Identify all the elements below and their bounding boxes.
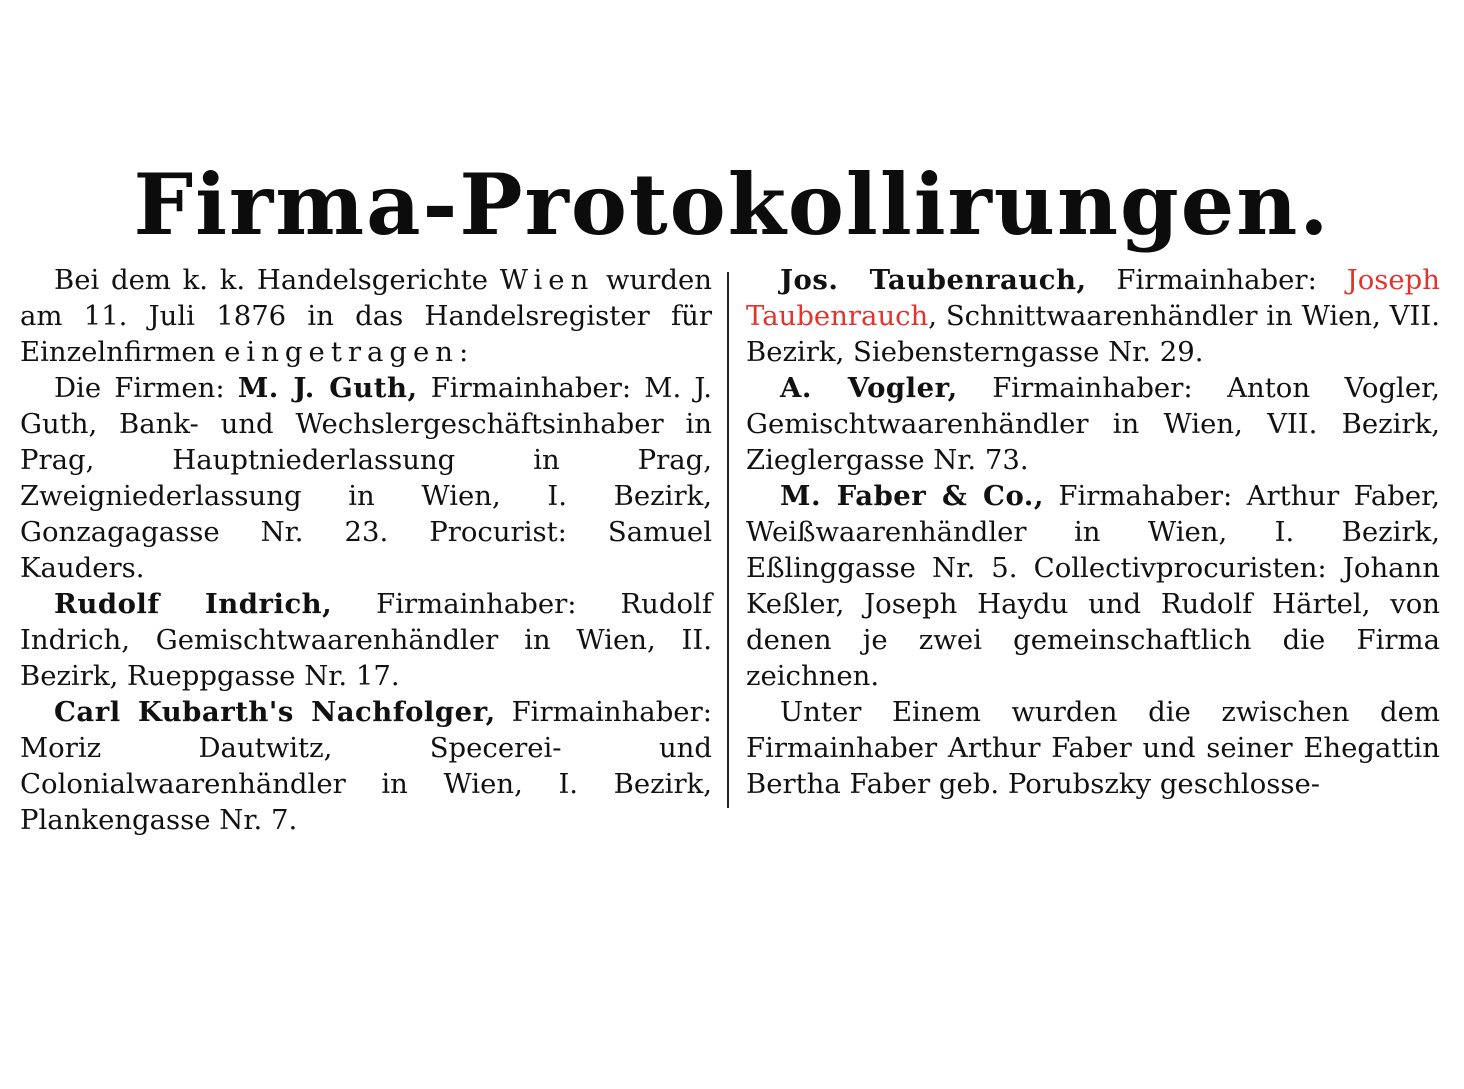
entry-vogler-text: Firmainhaber: Anton Vogler, Gemischtwaarenhändler in Wien, VII. Bezirk, Zieglergasse Nr. 73. [746,372,1440,476]
left-column [20,262,712,838]
intro-city: Wien [499,264,595,296]
entry-indrich [20,586,712,694]
entry-vogler [746,370,1440,478]
intro-spaced-word: eingetragen: [224,336,475,368]
firm-name-kubarth: Carl Kubarth's Nachfolger, [54,696,496,728]
entry-kubarth [20,694,712,838]
entry-kubarth-text: Firmainhaber: Moriz Dautwitz, Specerei- und Colonialwaarenhändler in Wien, I. Bezirk, Plankengasse Nr. 7. [20,696,712,836]
paragraph-unter-einem: Unter Einem wurden die zwischen dem Firmainhaber Arthur Faber und seiner Ehegattin Bertha Faber geb. Porubszky geschlosse- [746,696,1440,800]
entry-faber-text: Firmahaber: Arthur Faber, Weißwaarenhändler in Wien, I. Bezirk, Eßlinggasse Nr. 5. Collectivprocuristen: Johann Keßler, Joseph Haydu und Rudolf Härtel, von denen je zwei gemeinschaftlich die Firma zeichnen. [746,480,1441,692]
firm-name-vogler: A. Vogler, [780,372,958,404]
entry-taubenrauch-text: , Schnittwaarenhändler in Wien, VII. Bezirk, Siebensterngasse Nr. 29. [746,300,1440,368]
firm-name-indrich: Rudolf Indrich, [54,588,333,620]
firm-name-guth: M. J. Guth, [237,372,418,404]
intro-text-a: Bei dem k. k. Handelsgerichte [54,264,500,296]
column-divider [727,272,729,808]
entry-guth-lead: Die Firmen: [54,372,238,404]
entry-guth [20,370,712,586]
entry-taubenrauch-pre: Firmainhaber: [1086,264,1347,296]
intro-text-b: wurden am 11. Juli 1876 in das Handelsregister für Einzelnfirmen [20,264,712,368]
firm-name-taubenrauch: Jos. Taubenrauch, [780,264,1087,296]
entry-taubenrauch [746,262,1440,370]
entry-guth-text: Firmainhaber: M. J. Guth, Bank- und Wechslergeschäftsinhaber in Prag, Hauptniederlassung in Prag, Zweigniederlassung in Wien, I. Bezirk, Gonzagagasse Nr. 23. Procurist: Samuel Kauders. [20,372,712,584]
highlighted-owner-name: Joseph Taubenrauch [746,264,1440,332]
entry-indrich-text: Firmainhaber: Rudolf Indrich, Gemischtwaarenhändler in Wien, II. Bezirk, Rueppgasse Nr. 17. [20,588,712,692]
entry-faber [746,478,1440,694]
firm-name-faber: M. Faber & Co., [780,480,1044,512]
right-column [746,262,1440,802]
page-title: Firma-Protokollirungen. [133,155,1331,254]
intro-paragraph [20,262,712,370]
